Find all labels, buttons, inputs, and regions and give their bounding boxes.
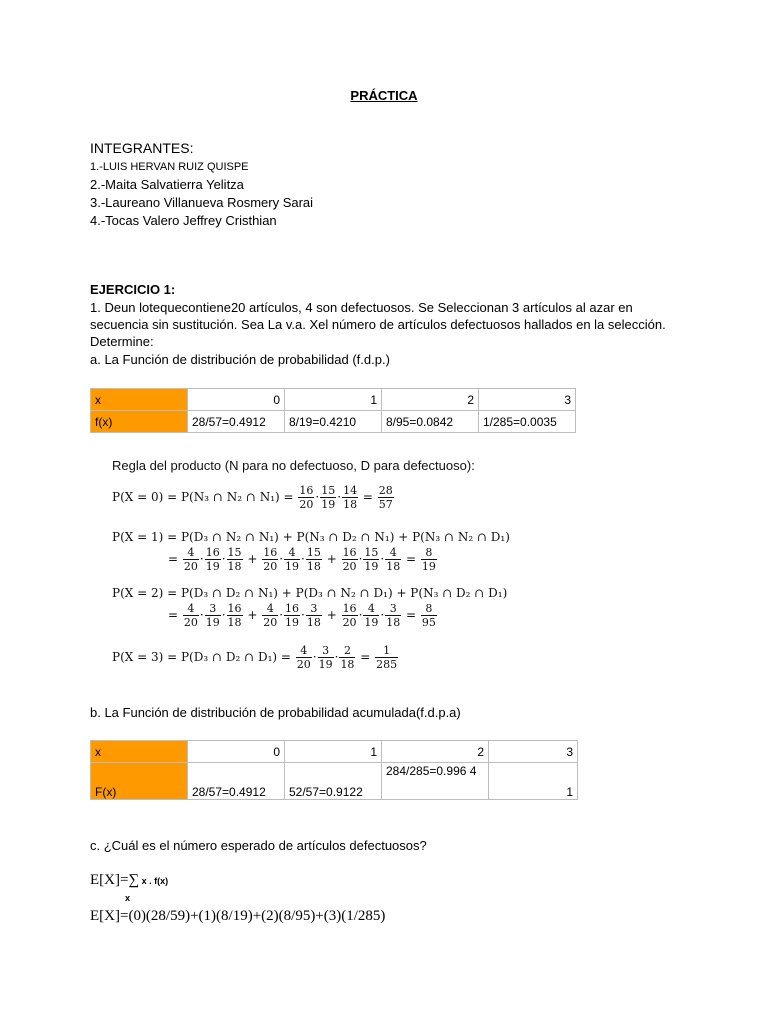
part-a-text: a. La Función de distribución de probabilidad (f.d.p.) bbox=[90, 352, 390, 367]
equation-lhs: P(X = 0) = P(N₃ ∩ N₂ ∩ N₁) = bbox=[112, 490, 294, 504]
equation-x2-values: = $\frac{4}{20}$ · $\frac{3}{19}$ · $\frac{16}{18}$ + $\frac{4}{20}$ · $\frac{16}{19}$ · $\frac{3}{18}$ + $\frac{16}{20}$ · $\frac{4}{19}$ · $\frac{3}{18}$ = $\frac{8}{95}$ bbox=[168, 602, 436, 629]
equation-x2 bbox=[112, 586, 507, 600]
table-row bbox=[91, 411, 576, 433]
table-cell: 2 bbox=[382, 389, 479, 411]
fdp-table bbox=[90, 388, 576, 433]
table-cell: 1 bbox=[285, 389, 382, 411]
fx-header-cell: f(x) bbox=[91, 411, 188, 433]
table-cell: 0 bbox=[188, 741, 285, 763]
expectation-formula bbox=[90, 872, 168, 889]
table-row bbox=[91, 389, 576, 411]
table-cell: 28/57=0.4912 bbox=[188, 411, 285, 433]
member-item: 2.-Maita Salvatierra Yelitza bbox=[90, 177, 244, 192]
table-cell: 284/285=0.996 4 bbox=[382, 763, 489, 800]
table-cell: 1 bbox=[489, 763, 578, 800]
table-cell: 52/57=0.9122 bbox=[285, 763, 382, 800]
x-header-cell: x bbox=[91, 741, 188, 763]
exercise-title: EJERCICIO 1: bbox=[90, 282, 176, 297]
table-cell: 0 bbox=[188, 389, 285, 411]
page-title: PRÁCTICA bbox=[350, 88, 418, 103]
table-cell: 1 bbox=[285, 741, 382, 763]
members-list bbox=[90, 158, 313, 230]
equation-x0: P(X = 0) = P(N₃ ∩ N₂ ∩ N₁) = $\frac{16}{20}$ · $\frac{15}{19}$ · $\frac{14}{18}$ = $\frac{28}{57}$ bbox=[112, 484, 393, 511]
expectation-sub: x . f(x) bbox=[139, 876, 169, 886]
member-item: 1.-LUIS HERVAN RUIZ QUISPE bbox=[90, 161, 249, 173]
part-c-text: c. ¿Cuál es el número esperado de artículos defectuosos? bbox=[90, 838, 427, 853]
fdpa-table bbox=[90, 740, 578, 800]
integrantes-heading: INTEGRANTES: bbox=[90, 140, 194, 156]
expectation-calculation: E[X]=(0)(28/59)+(1)(8/19)+(2)(8/95)+(3)(1/285) bbox=[90, 908, 386, 924]
expectation-main: E[X]=∑ bbox=[90, 872, 140, 888]
Fx-header-cell: F(x) bbox=[91, 763, 188, 800]
expectation-index: x bbox=[125, 893, 131, 903]
equation-lhs: P(X = 2) = P(D₃ ∩ D₂ ∩ N₁) + P(D₃ ∩ N₂ ∩ D₁) + P(N₃ ∩ D₂ ∩ D₁) bbox=[112, 586, 508, 600]
table-cell: 1/285=0.0035 bbox=[479, 411, 576, 433]
member-item: 3.-Laureano Villanueva Rosmery Sarai bbox=[90, 195, 314, 210]
table-cell: 3 bbox=[489, 741, 578, 763]
member-item: 4.-Tocas Valero Jeffrey Cristhian bbox=[90, 213, 277, 228]
equation-x1-values: = $\frac{4}{20}$ · $\frac{16}{19}$ · $\frac{15}{18}$ + $\frac{16}{20}$ · $\frac{4}{19}$ · $\frac{15}{18}$ + $\frac{16}{20}$ · $\frac{15}{19}$ · $\frac{4}{18}$ = $\frac{8}{19}$ bbox=[168, 546, 436, 573]
table-cell: 8/19=0.4210 bbox=[285, 411, 382, 433]
exercise-statement: 1. Deun lotequecontiene20 artículos, 4 son defectuosos. Se Seleccionan 3 artículos al azar en secuencia sin sustitución. Sea La v.a. Xel número de artículos defectuosos hallados en la selección. Determine: bbox=[90, 300, 666, 349]
table-row bbox=[91, 763, 578, 800]
x-header-cell: x bbox=[91, 389, 188, 411]
equation-lhs: P(X = 3) = P(D₃ ∩ D₂ ∩ D₁) = bbox=[112, 650, 291, 664]
probability-derivation bbox=[112, 458, 512, 671]
part-b-text: b. La Función de distribución de probabilidad acumulada(f.d.p.a) bbox=[90, 705, 461, 720]
table-cell: 28/57=0.4912 bbox=[188, 763, 285, 800]
table-cell: 2 bbox=[382, 741, 489, 763]
product-rule-text: Regla del producto (N para no defectuoso, D para defectuoso): bbox=[112, 458, 475, 473]
table-row bbox=[91, 741, 578, 763]
equation-lhs: P(X = 1) = P(D₃ ∩ N₂ ∩ N₁) + P(N₃ ∩ D₂ ∩ N₁) + P(N₃ ∩ N₂ ∩ D₁) bbox=[112, 530, 510, 544]
equation-x3: P(X = 3) = P(D₃ ∩ D₂ ∩ D₁) = $\frac{4}{20}$ · $\frac{3}{19}$ · $\frac{2}{18}$ = $\frac{1}{285}$ bbox=[112, 644, 398, 671]
equation-x1 bbox=[112, 530, 510, 544]
table-cell: 3 bbox=[479, 389, 576, 411]
table-cell: 8/95=0.0842 bbox=[382, 411, 479, 433]
